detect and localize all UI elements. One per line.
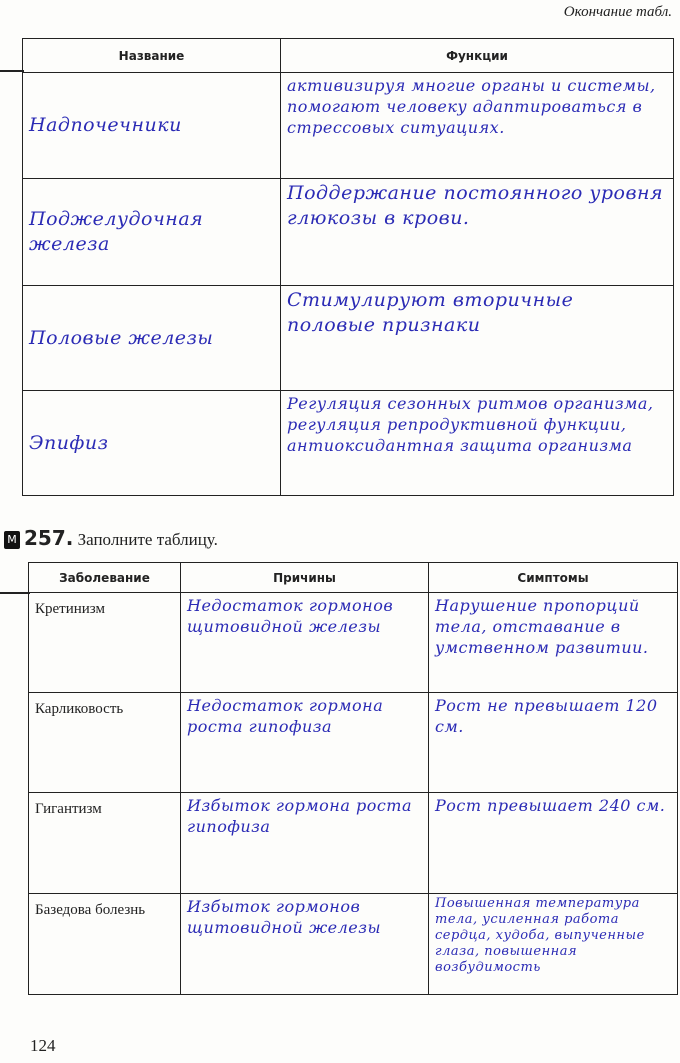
table-row (23, 73, 674, 179)
disease-cause[interactable]: Недостаток гормона роста гипофиза (181, 693, 429, 793)
gland-name: Эпифиз (23, 391, 281, 496)
table-row (29, 593, 678, 693)
task-badge-icon: М (4, 531, 20, 549)
gland-name: Половые железы (23, 286, 281, 391)
table-header-row (23, 39, 674, 73)
margin-rule (0, 592, 30, 594)
gland-function[interactable]: Поддержание постоянного уровня глюкозы в крови. (281, 179, 674, 286)
task-text: Заполните таблицу. (77, 530, 218, 549)
task-heading (4, 526, 218, 550)
gland-function[interactable]: Стимулируют вторичные половые признаки (281, 286, 674, 391)
header-symptoms: Симптомы (429, 563, 678, 593)
table-row (23, 179, 674, 286)
disease-name: Карликовость (29, 693, 181, 793)
disease-cause[interactable]: Недостаток гормонов щитовидной железы (181, 593, 429, 693)
table-row (29, 894, 678, 995)
header-disease: Заболевание (29, 563, 181, 593)
gland-name: Поджелудочная железа (23, 179, 281, 286)
table-row (23, 286, 674, 391)
disease-symptoms[interactable]: Рост не превышает 120 см. (429, 693, 678, 793)
margin-rule (0, 70, 24, 72)
diseases-table (28, 562, 678, 995)
header-name: Название (23, 39, 281, 73)
disease-symptoms[interactable]: Нарушение пропорций тела, отставание в умственном развитии. (429, 593, 678, 693)
table-row (23, 391, 674, 496)
page-number: 124 (30, 1036, 56, 1055)
disease-name: Базедова болезнь (29, 894, 181, 995)
disease-name: Кретинизм (29, 593, 181, 693)
table-row (29, 693, 678, 793)
disease-symptoms[interactable]: Рост превышает 240 см. (429, 793, 678, 894)
glands-table (22, 38, 674, 496)
table-continuation-note: Окончание табл. (563, 4, 672, 20)
disease-name: Гигантизм (29, 793, 181, 894)
task-number: 257. (24, 526, 74, 550)
header-causes: Причины (181, 563, 429, 593)
disease-symptoms[interactable]: Повышенная температура тела, усиленная работа сердца, худоба, выпученные глаза, повышенная возбудимость (429, 894, 678, 995)
gland-function[interactable]: активизируя многие органы и системы, помогают человеку адаптироваться в стрессовых ситуациях. (281, 73, 674, 179)
table-header-row (29, 563, 678, 593)
gland-function[interactable]: Регуляция сезонных ритмов организма, регуляция репродуктивной функции, антиоксидантная защита организма (281, 391, 674, 496)
disease-cause[interactable]: Избыток гормонов щитовидной железы (181, 894, 429, 995)
header-functions: Функции (281, 39, 674, 73)
disease-cause[interactable]: Избыток гормона роста гипофиза (181, 793, 429, 894)
gland-name: Надпочечники (23, 73, 281, 179)
table-row (29, 793, 678, 894)
